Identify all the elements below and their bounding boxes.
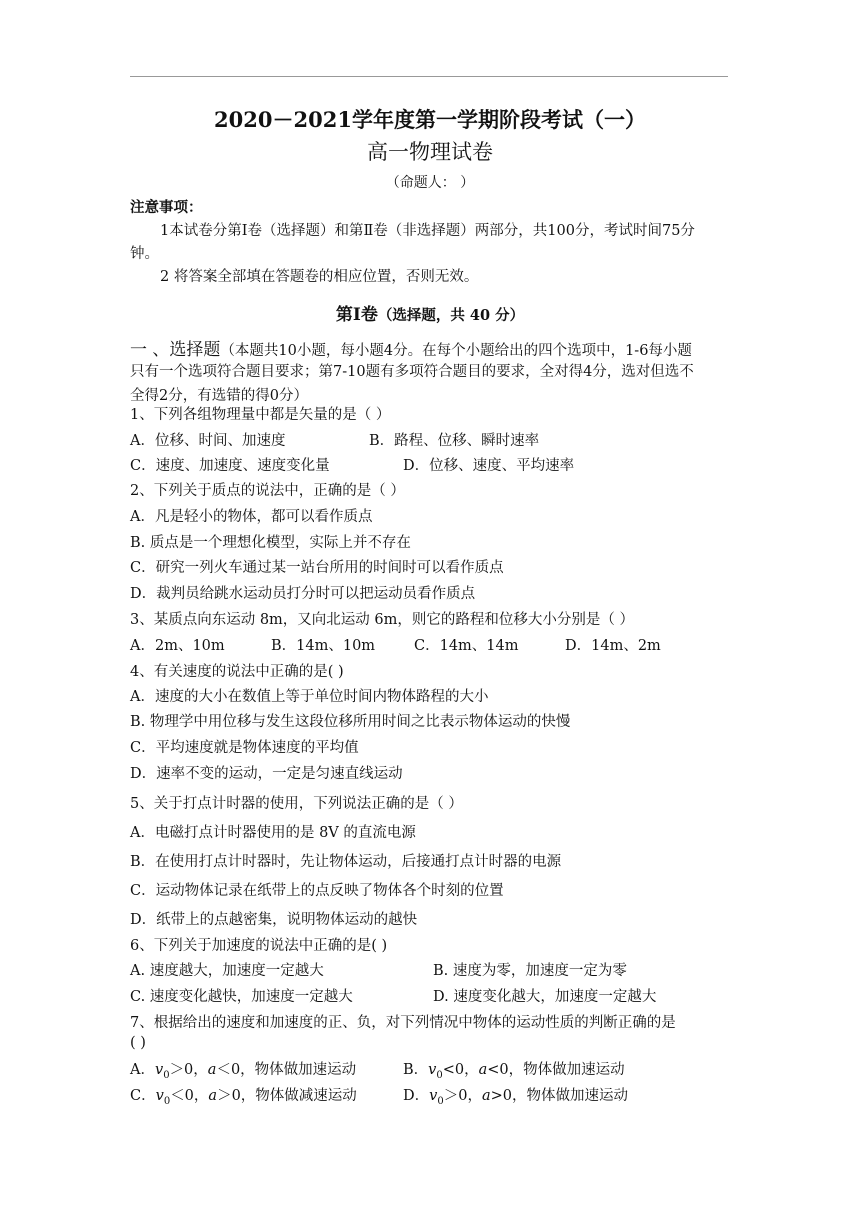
q1-option-c: C．速度、加速度、速度变化量 — [130, 458, 330, 474]
q6-option-d: D. 速度变化越大，加速度一定越大 — [433, 989, 657, 1005]
a-symbol: a — [481, 1088, 491, 1104]
q3-option-a: A．2m、10m — [130, 638, 225, 654]
notes-heading: 注意事项： — [130, 199, 203, 216]
v-symbol: v — [428, 1062, 437, 1078]
q7-option-d — [403, 1084, 628, 1107]
q6-option-a: A. 速度越大，加速度一定越大 — [130, 963, 324, 979]
q1-stem: 1、下列各组物理量中都是矢量的是（ ） — [130, 407, 391, 423]
q3-stem: 3、某质点向东运动 8m，又向北运动 6m，则它的路程和位移大小分别是（ ） — [130, 612, 634, 628]
q3-option-c: C．14m、14m — [414, 638, 519, 654]
q4-stem: 4、有关速度的说法中正确的是( ) — [130, 664, 344, 680]
q1-option-b: B．路程、位移、瞬时速率 — [369, 433, 540, 449]
q7-option-c — [130, 1084, 357, 1107]
part1-instruction-line2: 只有一个选项符合题目要求；第7-10题有多项符合题目的要求，全对得4分，选对但选不 — [130, 364, 694, 380]
q5-option-a: A．电磁打点计时器使用的是 8V 的直流电源 — [130, 825, 416, 841]
v-symbol: v — [154, 1062, 164, 1078]
q6-stem: 6、下列关于加速度的说法中正确的是( ) — [130, 938, 388, 954]
exam-title: 2020－2021学年度第一学期阶段考试（一） — [214, 107, 646, 132]
q2-option-c: C．研究一列火车通过某一站台所用的时间时可以看作质点 — [130, 560, 504, 576]
part1-instruction-line1 — [130, 335, 692, 360]
q4-option-d: D．速率不变的运动，一定是匀速直线运动 — [130, 766, 403, 782]
q7-c-part1: ＜0， — [170, 1088, 209, 1104]
v-subscript: 0 — [436, 1069, 443, 1081]
q2-stem: 2、下列关于质点的说法中，正确的是（ ） — [130, 483, 405, 499]
q7-a-part2: ＜0，物体做加速运动 — [216, 1062, 357, 1078]
part1-head: 一 、选择题 — [130, 340, 221, 360]
q7-b-part1: <0， — [442, 1062, 479, 1078]
q7-a-part1: ＞0， — [169, 1062, 208, 1078]
q6-option-c: C. 速度变化越快，加速度一定越大 — [130, 989, 353, 1005]
q7-b-label: B． — [403, 1062, 429, 1078]
author-line: （命题人： ） — [385, 175, 475, 191]
v-subscript: 0 — [437, 1095, 444, 1107]
q7-d-part1: ＞0， — [443, 1088, 482, 1104]
notes-item-1: 1本试卷分第Ⅰ卷（选择题）和第Ⅱ卷（非选择题）两部分，共100分，考试时间75分 — [160, 223, 695, 239]
q5-stem: 5、关于打点计时器的使用，下列说法正确的是（ ） — [130, 796, 463, 812]
q7-b-part2: <0，物体做加速运动 — [487, 1062, 625, 1078]
q7-stem: 7、根据给出的速度和加速度的正、负，对下列情况中物体的运动性质的判断正确的是 — [130, 1015, 676, 1031]
q7-option-a — [130, 1058, 356, 1081]
v-symbol: v — [155, 1088, 164, 1104]
q2-option-d: D．裁判员给跳水运动员打分时可以把运动员看作质点 — [130, 586, 476, 602]
q6-option-b: B. 速度为零，加速度一定为零 — [433, 963, 627, 979]
q4-option-a: A．速度的大小在数值上等于单位时间内物体路程的大小 — [130, 689, 489, 705]
q1-option-a: A．位移、时间、加速度 — [130, 433, 286, 449]
q5-option-d: D．纸带上的点越密集，说明物体运动的越快 — [130, 912, 418, 928]
a-symbol: a — [208, 1088, 218, 1104]
q7-paren: ( ) — [130, 1035, 146, 1051]
q7-a-label: A． — [130, 1062, 155, 1078]
a-symbol: a — [478, 1062, 488, 1078]
notes-item-2: 2 将答案全部填在答题卷的相应位置，否则无效。 — [160, 269, 479, 285]
section-title-main: 第Ⅰ卷 — [335, 305, 378, 325]
notes-item-1-cont: 钟。 — [130, 246, 159, 262]
v-subscript: 0 — [163, 1095, 171, 1107]
q7-d-part2: >0，物体做加速运动 — [490, 1088, 628, 1104]
part1-instruction-line3: 全得2分，有选错的得0分） — [130, 388, 308, 404]
q4-option-b: B. 物理学中用位移与发生这段位移所用时间之比表示物体运动的快慢 — [130, 714, 571, 730]
q2-option-a: A．凡是轻小的物体，都可以看作质点 — [130, 509, 373, 525]
q3-option-b: B．14m、10m — [271, 638, 376, 654]
q3-option-d: D．14m、2m — [565, 638, 661, 654]
q5-option-c: C．运动物体记录在纸带上的点反映了物体各个时刻的位置 — [130, 883, 504, 899]
q5-option-b: B．在使用打点计时器时，先让物体运动，后接通打点计时器的电源 — [130, 854, 562, 870]
header-rule — [130, 76, 728, 77]
q4-option-c: C．平均速度就是物体速度的平均值 — [130, 740, 359, 756]
section-title-sub: （选择题，共 40 分） — [377, 307, 525, 324]
q7-option-b — [403, 1058, 625, 1081]
q7-c-part2: ＞0，物体做减速运动 — [217, 1088, 357, 1104]
q7-c-label: C． — [130, 1088, 156, 1104]
v-subscript: 0 — [163, 1069, 170, 1081]
q7-d-label: D． — [403, 1088, 430, 1104]
q1-option-d: D．位移、速度、平均速率 — [403, 458, 575, 474]
v-symbol: v — [429, 1088, 438, 1104]
exam-subtitle: 高一物理试卷 — [367, 140, 493, 164]
section-title — [0, 300, 860, 325]
q2-option-b: B. 质点是一个理想化模型，实际上并不存在 — [130, 535, 411, 551]
a-symbol: a — [207, 1062, 217, 1078]
part1-instr-1: （本题共10小题，每小题4分。在每个小题给出的四个选项中，1-6每小题 — [220, 343, 692, 359]
